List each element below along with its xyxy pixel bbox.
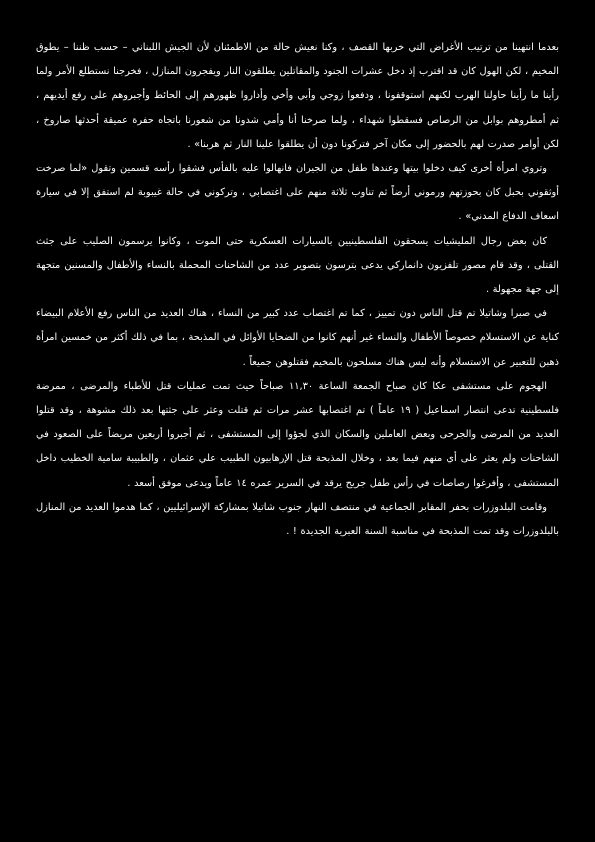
paragraph-3: كان بعض رجال المليشيات يسحقون الفلسطينيين بالسيارات العسكرية حتى الموت ، وكانوا يرسمون الصليب على جثث القتلى ، وقد قام مصور تلفزيون دانماركي يدعى بترسون بتصوير عدد من الشاحنات المحملة بالنساء والأطفال والمسنين متجهة إلى جهة مجهولة . (36, 235, 559, 296)
paragraph-5: الهجوم على مستشفى عكا كان صباح الجمعة الساعة ١١,٣٠ صباحاً حيث تمت عمليات قتل للأطباء والمرضى ، ممرضة فلسطينية تدعى انتصار اسماعيل ( ١٩ عاماً ) تم اغتصابها عشر مرات ثم قتلت وعثر على جثتها بعد ذلك مشوهة ، وقد قتلوا العديد من المرضى والجرحى وبعض العاملين والسكان الذي لجؤوا إلى المستشفى ، ثم أجبروا أربعين مريضاً على الصعود في الشاحنات ولم يعثر على أي منهم فيما بعد ، وخلال المذبحة قتل الإرهابيون الطبيب علي عثمان ، والطبيبة سامية الخطيب داخل المستشفى ، وأفرغوا رصاصات في رأس طفل جريح يرقد في السرير عمره ١٤ عاماً ويدعى موفق أسعد . (36, 380, 560, 489)
paragraph-2: وتروي امرأة أخرى كيف دخلوا بيتها وعندها طفل من الجيران فانهالوا عليه بالفأس فشقوا رأسه قسمين وتقول «لما صرخت أوثقوني بحبل كان بحوزتهم ورموني أرضاً ثم تناوب ثلاثة منهم على اغتصابي ، وتركوني في حالة غيبوبة لم استفق إلا في سيارة اسعاف الدفاع المدني» . (36, 163, 559, 223)
paragraph-6: وقامت البلدوزرات بحفر المقابر الجماعية في منتصف النهار جنوب شاتيلا بمشاركة الإسرائيليين ، كما هدموا العديد من المنازل بالبلدوزرات وقد تمت المذبحة في مناسبة السنة العبرية الجديدة ! . (36, 501, 559, 538)
paragraph-1: بعدما انتهينا من ترتيب الأغراض التي خربها القصف ، وكنا نعيش حالة من الاطمئنان لأن الجيش اللبناني – حسب ظننا – يطوق المخيم ، لكن الهول كان قد اقترب إذ دخل عشرات الجنود والمقاتلين يطلقون النار ويفجرون المنازل ، فخرجنا نستطلع الأمر ولما رأينا ما رأينا حاولنا الهرب لكنهم استوقفونا ، ودفعوا زوجي وأبي وأخي وأداروا ظهورهم إلى الحائط وأجبروهم على رفع أيديهم ، ثم أمطروهم بوابل من الرصاص فسقطوا شهداء ، ولما صرخنا أنا وأمي شدونا من شعورنا باتجاه حفرة عميقة أحدثها صاروخ ، لكن أوامر صدرت لهم بالحضور إلى مكان آخر فتركونا دون أن يطلقوا علينا النار ثم هربنا» . (36, 42, 559, 150)
document-page (36, 36, 559, 826)
paragraph-4: في صبرا وشاتيلا تم قتل الناس دون تمييز ، كما تم اغتصاب عدد كبير من النساء ، هناك العديد من الناس رفع الأعلام البيضاء كناية عن الاستسلام خصوصاً الأطفال والنساء غير أنهم كانوا من الضحايا الأوائل في المذبحة ، بما في ذلك أكثر من خمسين امرأة ذهبن للتعبير عن الاستسلام وأنه ليس هناك مسلحون بالمخيم فقتلوهن جميعاً . (36, 308, 559, 368)
